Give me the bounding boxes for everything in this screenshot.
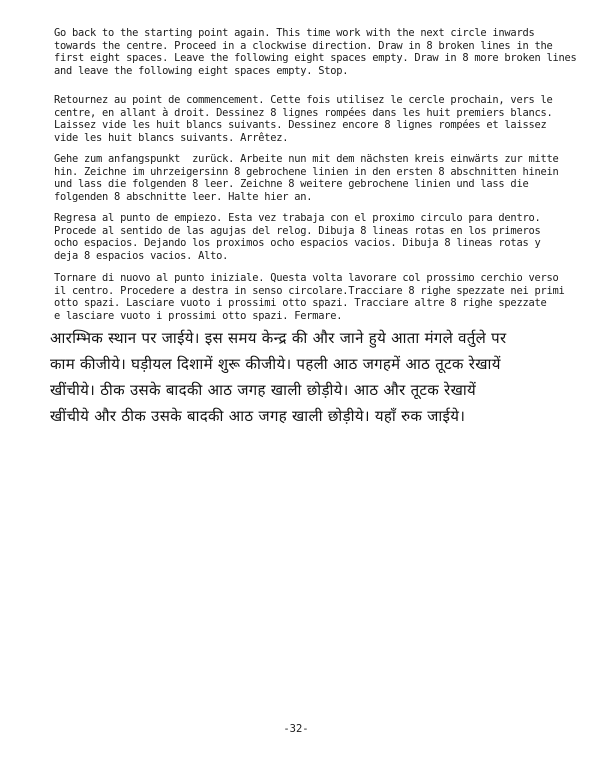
instruction-paragraph-english: Go back to the starting point again. This time work with the next circle inwards towards the centre. Proceed in a clockwise direction. Draw in 8 broken lines in the first eight spaces. Leave the following eight spaces empty. Draw in 8 more broken lines and leave the following eight spaces empty. Stop. [54, 27, 577, 77]
instruction-paragraph-italian: Tornare di nuovo al punto iniziale. Questa volta lavorare col prossimo cerchio verso il centro. Procedere a destra in senso circolare.Tracciare 8 righe spezzate nei primi otto spazi. Lasciare vuoto i prossimi otto spazi. Tracciare altre 8 righe spezzate e lasciare vuoto i prossimi otto spazi. Fermare. [54, 272, 565, 322]
instruction-paragraph-german: Gehe zum anfangspunkt zurück. Arbeite nun mit dem nächsten kreis einwärts zur mitte hin. Zeichne im uhrzeigersinn 8 gebrochene linien in den ersten 8 abschnitten hinein und lass die folgenden 8 leer. Zeichne 8 weitere gebrochene linien und lass die folgenden 8 abschnitte leer. Halte hier an. [54, 153, 559, 203]
page-number: -32- [283, 723, 309, 735]
instruction-paragraph-spanish: Regresa al punto de empiezo. Esta vez trabaja con el proximo circulo para dentro. Procede al sentido de las agujas del relog. Dibuja 8 lineas rotas en los primeros ocho espacios. Dejando los proximos ocho espacios vacios. Dibuja 8 lineas rotas y deja 8 espacios vacios. Alto. [54, 212, 541, 262]
instruction-paragraph-hindi-handwritten: आरम्भिक स्थान पर जाईये। इस समय केन्द्र की और जाने हुये आता मंगले वर्तुले पर काम कीजीये। घड़ीयल दिशामें शुरू कीजीये। पहली आठ जगहमें आठ तूटक रेखायें खींचीये। ठीक उसके बादकी आठ जगह खाली छोड़ीये। आठ और तूटक रेखायें खींचीये और ठीक उसके बादकी आठ जगह खाली छोड़ीये। यहाँ रुक जाईये। [50, 329, 507, 425]
instruction-paragraph-french: Retournez au point de commencement. Cette fois utilisez le cercle prochain, vers le centre, en allant à droit. Dessinez 8 lignes rompées dans les huit premiers blancs. Laissez vide les huit blancs suivants. Dessinez encore 8 lignes rompées et laissez vide les huit blancs suivants. Arrêtez. [54, 94, 553, 144]
